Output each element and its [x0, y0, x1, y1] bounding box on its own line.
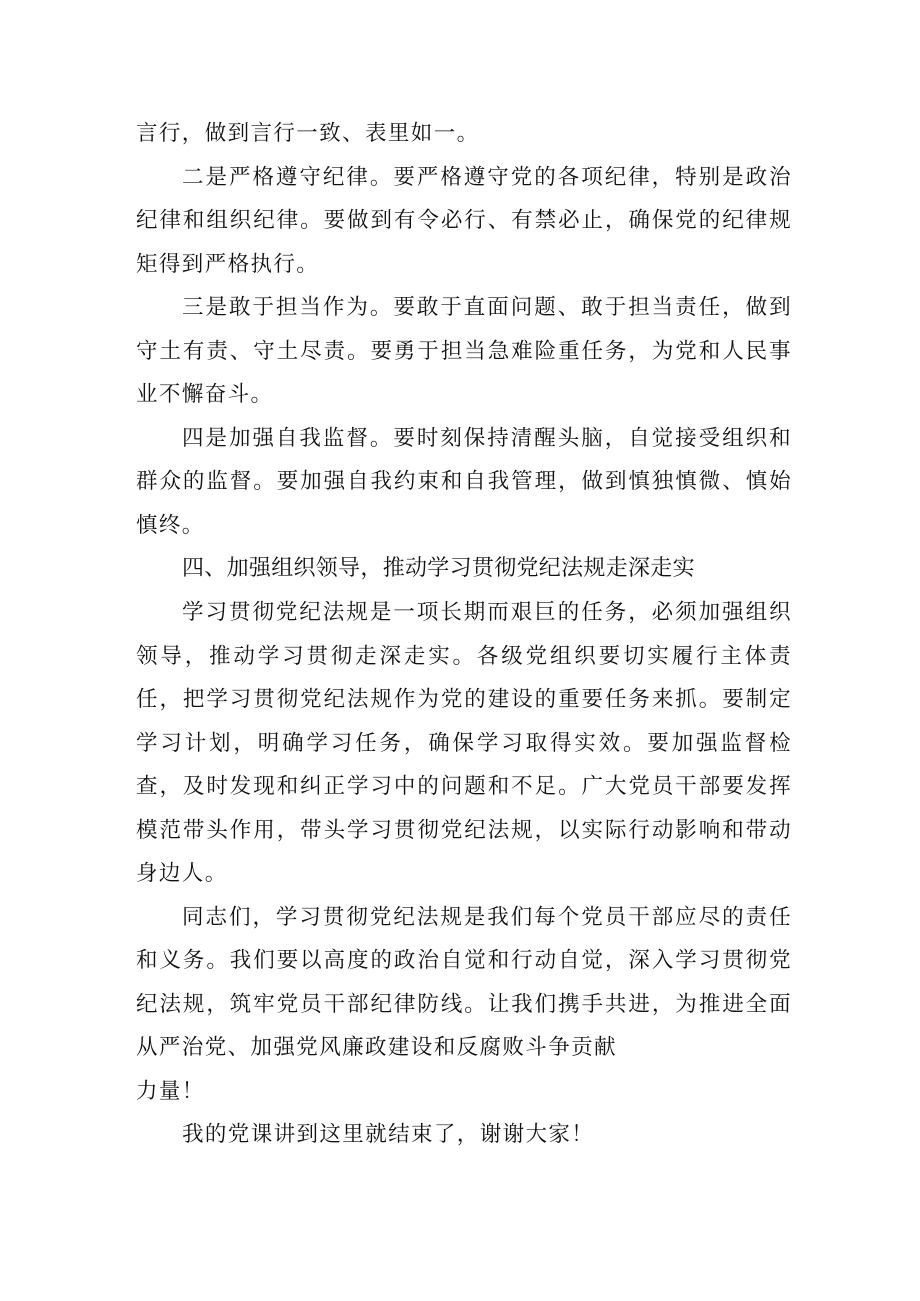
paragraph-organization-leadership: 学习贯彻党纪法规是一项长期而艰巨的任务，必须加强组织领导，推动学习贯彻走深走实。各级党组织要切实履行主体责任，把学习贯彻党纪法规作为党的建设的重要任务来抓。要制定学习计划，明确学习任务，确保学习取得实效。要加强监督检查，及时发现和纠正学习中的问题和不足。广大党员干部要发挥模范带头作用，带头学习贯彻党纪法规，以实际行动影响和带动身边人。 — [136, 600, 792, 886]
paragraph-continuation: 言行，做到言行一致、表里如一。 — [136, 121, 480, 146]
document-body — [136, 112, 792, 1157]
paragraph-strength: 力量！ — [136, 1078, 205, 1104]
paragraph-self-supervision: 四是加强自我监督。要时刻保持清醒头脑，自觉接受组织和群众的监督。要加强自我约束和自我管理，做到慎独慎微、慎始慎终。 — [136, 425, 792, 538]
paragraph-closing: 我的党课讲到这里就结束了，谢谢大家！ — [182, 1122, 595, 1147]
section-heading-4: 四、加强组织领导，推动学习贯彻党纪法规走深走实 — [182, 556, 695, 581]
paragraph-discipline: 二是严格遵守纪律。要严格遵守党的各项纪律，特别是政治纪律和组织纪律。要做到有令必行、有禁必止，确保党的纪律规矩得到严格执行。 — [136, 164, 792, 277]
paragraph-responsibility: 三是敢于担当作为。要敢于直面问题、敢于担当责任，做到守土有责、守土尽责。要勇于担当急难险重任务，为党和人民事业不懈奋斗。 — [136, 295, 792, 407]
paragraph-comrades: 同志们，学习贯彻党纪法规是我们每个党员干部应尽的责任和义务。我们要以高度的政治自觉和行动自觉，深入学习贯彻党纪法规，筑牢党员干部纪律防线。让我们携手共进，为推进全面从严治党、加强党风廉政建设和反腐败斗争贡献 — [136, 904, 792, 1060]
